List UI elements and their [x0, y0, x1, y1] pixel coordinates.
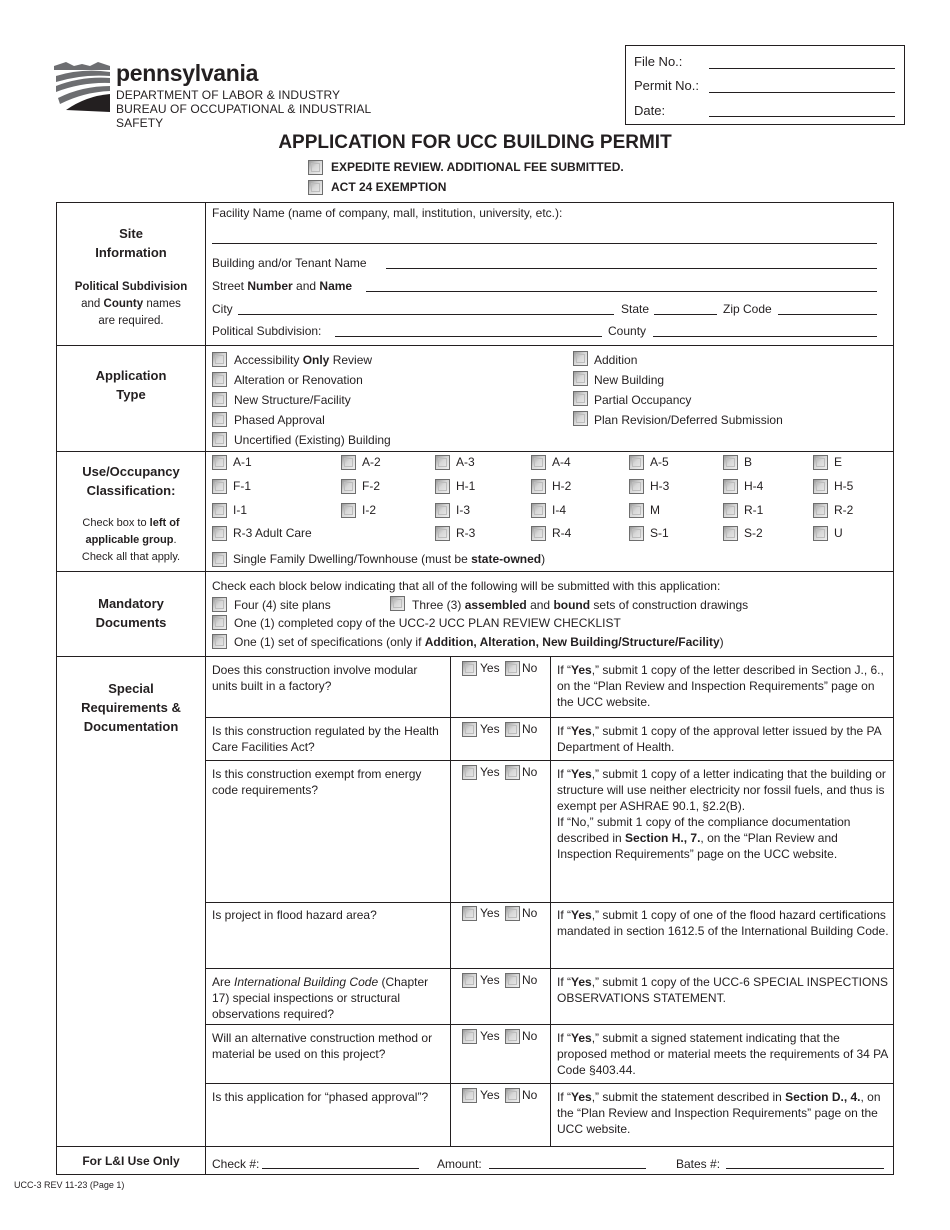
expedite-checkbox[interactable]: [308, 160, 323, 175]
bates-number-label: Bates #:: [676, 1157, 721, 1171]
occupancy-label: A-5: [650, 455, 669, 469]
plan-revision-label: Plan Revision/Deferred Submission: [594, 413, 783, 427]
state-label: State: [621, 302, 650, 316]
occupancy-checkbox[interactable]: [341, 479, 356, 494]
use-occupancy-note: Check box to left of applicable group. Check all that apply.: [81, 517, 181, 563]
yes-checkbox[interactable]: [462, 765, 477, 780]
specifications-label: One (1) set of specifications (only if Addition, Alteration, New Building/Structure/Facility): [234, 635, 724, 649]
occupancy-checkbox[interactable]: [435, 455, 450, 470]
health-care-question: Is this construction regulated by the Health Care Facilities Act?: [212, 724, 439, 754]
occupancy-label: S-1: [650, 526, 669, 540]
occupancy-checkbox[interactable]: [813, 526, 828, 541]
date-label: Date:: [634, 103, 666, 118]
occupancy-label: E: [834, 455, 843, 469]
occupancy-label: R-1: [744, 503, 764, 517]
yes-label: Yes: [480, 722, 500, 736]
phased-approval-instruction: If “Yes,” submit the statement described in Section D., 4., on the “Plan Review and Inspection Requirements” page on the UCC website.: [557, 1090, 881, 1136]
occupancy-label: F-2: [362, 479, 380, 493]
partial-occupancy-label: Partial Occupancy: [594, 393, 692, 407]
occupancy-label: S-2: [744, 526, 763, 540]
no-checkbox[interactable]: [505, 765, 520, 780]
new-structure-label: New Structure/Facility: [234, 393, 351, 407]
occupancy-checkbox[interactable]: [813, 455, 828, 470]
occupancy-checkbox[interactable]: [212, 526, 227, 541]
occupancy-label: H-3: [650, 479, 670, 493]
yes-label: Yes: [480, 765, 500, 779]
occupancy-label: A-4: [552, 455, 571, 469]
occupancy-checkbox[interactable]: [341, 503, 356, 518]
energy-code-instruction: If “Yes,” submit 1 copy of a letter indicating that the building or structure will use neither electricity nor fossil fuels, and thus is exempt per ASHRAE 90.1, §2.2(B). If “No,” submit 1 copy of the compliance documentation described in Section H., 7., on the “Plan Review and Inspection Requirements” page on the UCC website.: [557, 767, 886, 861]
amount-field[interactable]: [489, 1168, 646, 1169]
occupancy-checkbox[interactable]: [435, 503, 450, 518]
special-inspections-instruction: If “Yes,” submit 1 copy of the UCC-6 SPECIAL INSPECTIONS OBSERVATIONS STATEMENT.: [557, 975, 889, 1005]
single-family-label: Single Family Dwelling/Townhouse (must be state-owned): [233, 552, 546, 566]
modular-question: Does this construction involve modular units built in a factory?: [212, 663, 418, 693]
application-type-title: Application Type: [95, 368, 167, 402]
occupancy-checkbox[interactable]: [723, 479, 738, 494]
amount-label: Amount:: [437, 1157, 482, 1171]
occupancy-label: U: [834, 526, 843, 540]
specifications-checkbox[interactable]: [212, 634, 227, 649]
addition-checkbox[interactable]: [573, 351, 588, 366]
occupancy-checkbox[interactable]: [629, 479, 644, 494]
occupancy-label: H-5: [834, 479, 854, 493]
energy-code-question: Is this construction exempt from energy code requirements?: [212, 767, 422, 797]
building-name-field[interactable]: [386, 268, 877, 269]
section-divider: [56, 656, 894, 657]
occupancy-label: H-4: [744, 479, 764, 493]
section-divider: [56, 451, 894, 452]
uncertified-building-checkbox[interactable]: [212, 432, 227, 447]
occupancy-checkbox[interactable]: [531, 479, 546, 494]
checklist-label: One (1) completed copy of the UCC-2 UCC PLAN REVIEW CHECKLIST: [234, 616, 621, 630]
form-title: APPLICATION FOR UCC BUILDING PERMIT: [278, 132, 672, 153]
phased-approval-label: Phased Approval: [234, 413, 325, 427]
yes-label: Yes: [480, 973, 500, 987]
occupancy-label: R-3: [456, 526, 476, 540]
no-label: No: [522, 722, 538, 736]
occupancy-label: R-2: [834, 503, 854, 517]
partial-occupancy-checkbox[interactable]: [573, 391, 588, 406]
occupancy-checkbox[interactable]: [723, 455, 738, 470]
occupancy-label: I-1: [233, 503, 248, 517]
permit-no-field[interactable]: [709, 92, 895, 93]
new-building-checkbox[interactable]: [573, 371, 588, 386]
use-occupancy-title: Use/Occupancy Classification:: [82, 464, 180, 498]
occupancy-label: I-3: [456, 503, 471, 517]
street-label: Street Number and Name: [212, 279, 353, 293]
department-name: DEPARTMENT OF LABOR & INDUSTRY: [116, 88, 341, 102]
occupancy-label: A-3: [456, 455, 475, 469]
site-info-title: Site Information: [95, 226, 167, 260]
uncertified-building-label: Uncertified (Existing) Building: [234, 433, 391, 447]
row-divider: [205, 968, 894, 969]
act24-checkbox[interactable]: [308, 180, 323, 195]
drawings-checkbox[interactable]: [390, 596, 405, 611]
column-divider: [550, 656, 551, 1146]
check-number-field[interactable]: [262, 1168, 419, 1169]
yes-label: Yes: [480, 1029, 500, 1043]
check-number-label: Check #:: [212, 1157, 260, 1171]
occupancy-checkbox[interactable]: [435, 526, 450, 541]
accessibility-checkbox[interactable]: [212, 352, 227, 367]
occupancy-label: M: [650, 503, 660, 517]
occupancy-label: R-3 Adult Care: [233, 526, 312, 540]
permit-no-label: Permit No.:: [634, 78, 700, 93]
file-no-label: File No.:: [634, 54, 683, 69]
bates-number-field[interactable]: [726, 1168, 884, 1169]
facility-name-field[interactable]: [212, 243, 877, 244]
occupancy-label: A-1: [233, 455, 252, 469]
mandatory-docs-title: Mandatory Documents: [95, 596, 167, 630]
political-subdivision-label: Political Subdivision:: [212, 324, 322, 338]
date-field[interactable]: [709, 116, 895, 117]
phased-approval-checkbox[interactable]: [212, 412, 227, 427]
yes-checkbox[interactable]: [462, 722, 477, 737]
alteration-checkbox[interactable]: [212, 372, 227, 387]
occupancy-checkbox[interactable]: [813, 503, 828, 518]
accessibility-label: Accessibility Only Review: [234, 353, 373, 367]
occupancy-label: I-2: [362, 503, 377, 517]
alternative-method-question: Will an alternative construction method or material be used on this project?: [212, 1031, 433, 1061]
no-label: No: [522, 1029, 538, 1043]
yes-label: Yes: [480, 1088, 500, 1102]
no-label: No: [522, 765, 538, 779]
addition-label: Addition: [594, 353, 638, 367]
yes-checkbox[interactable]: [462, 906, 477, 921]
plan-revision-checkbox[interactable]: [573, 411, 588, 426]
drawings-label: Three (3) assembled and bound sets of construction drawings: [412, 598, 749, 612]
row-divider: [205, 717, 894, 718]
office-use-box: [625, 45, 905, 125]
mandatory-intro: Check each block below indicating that all of the following will be submitted with this application:: [212, 579, 721, 593]
occupancy-checkbox[interactable]: [531, 503, 546, 518]
occupancy-checkbox[interactable]: [531, 455, 546, 470]
yes-checkbox[interactable]: [462, 973, 477, 988]
street-field[interactable]: [366, 291, 877, 292]
column-divider: [450, 656, 451, 1146]
phased-approval-question: Is this application for “phased approval”?: [212, 1090, 429, 1104]
occupancy-checkbox[interactable]: [629, 526, 644, 541]
row-divider: [205, 1083, 894, 1084]
yes-checkbox[interactable]: [462, 1029, 477, 1044]
county-label: County: [608, 324, 647, 338]
occupancy-checkbox[interactable]: [341, 455, 356, 470]
special-requirements-title: Special Requirements & Documentation: [81, 681, 181, 734]
no-label: No: [522, 1088, 538, 1102]
section-divider: [56, 571, 894, 572]
pa-logo: [52, 58, 412, 130]
occupancy-checkbox[interactable]: [813, 479, 828, 494]
no-label: No: [522, 661, 538, 675]
bureau-name: BUREAU OF OCCUPATIONAL & INDUSTRIAL SAFETY: [116, 102, 371, 130]
modular-instruction: If “Yes,” submit 1 copy of the letter described in Section J., 6., on the “Plan Review and Inspection Requirements” page on the UCC website.: [557, 663, 884, 709]
occupancy-checkbox[interactable]: [212, 503, 227, 518]
occupancy-label: F-1: [233, 479, 251, 493]
single-family-checkbox[interactable]: [212, 552, 227, 567]
yes-label: Yes: [480, 906, 500, 920]
no-checkbox[interactable]: [505, 661, 520, 676]
building-name-label: Building and/or Tenant Name: [212, 256, 367, 270]
section-divider: [56, 345, 894, 346]
zip-field[interactable]: [778, 314, 877, 315]
occupancy-checkbox[interactable]: [435, 479, 450, 494]
occupancy-label: H-2: [552, 479, 572, 493]
no-label: No: [522, 973, 538, 987]
no-checkbox[interactable]: [505, 1029, 520, 1044]
no-checkbox[interactable]: [505, 1088, 520, 1103]
row-divider: [205, 760, 894, 761]
city-field[interactable]: [238, 314, 614, 315]
special-inspections-question: Are International Building Code (Chapter 17) special inspections or structural observations required?: [212, 975, 429, 1021]
alteration-label: Alteration or Renovation: [234, 373, 363, 387]
new-structure-checkbox[interactable]: [212, 392, 227, 407]
county-field[interactable]: [653, 336, 877, 337]
health-care-instruction: If “Yes,” submit 1 copy of the approval letter issued by the PA Department of Health.: [557, 724, 881, 754]
checklist-checkbox[interactable]: [212, 615, 227, 630]
political-subdivision-field[interactable]: [335, 336, 602, 337]
act24-label: ACT 24 EXEMPTION: [331, 180, 447, 194]
occupancy-label: R-4: [552, 526, 572, 540]
occupancy-label: B: [744, 455, 753, 469]
no-label: No: [522, 906, 538, 920]
keystone-logo-icon: [52, 58, 112, 118]
flood-hazard-question: Is project in flood hazard area?: [212, 908, 377, 922]
no-checkbox[interactable]: [505, 906, 520, 921]
section-divider: [56, 1146, 894, 1147]
occupancy-checkbox[interactable]: [212, 479, 227, 494]
yes-label: Yes: [480, 661, 500, 675]
site-plans-label: Four (4) site plans: [234, 598, 331, 612]
state-field[interactable]: [654, 314, 717, 315]
occupancy-checkbox[interactable]: [629, 455, 644, 470]
flood-hazard-instruction: If “Yes,” submit 1 copy of one of the flood hazard certifications mandated in section 1612.5 of the International Building Code.: [557, 908, 889, 938]
city-label: City: [212, 302, 233, 316]
occupancy-label: I-4: [552, 503, 567, 517]
site-plans-checkbox[interactable]: [212, 597, 227, 612]
zip-label: Zip Code: [723, 302, 772, 316]
form-code: UCC-3 REV 11-23 (Page 1): [14, 1180, 125, 1190]
expedite-label: EXPEDITE REVIEW. ADDITIONAL FEE SUBMITTED.: [331, 160, 624, 174]
file-no-field[interactable]: [709, 68, 895, 69]
no-checkbox[interactable]: [505, 973, 520, 988]
agency-name: pennsylvania: [116, 60, 259, 86]
row-divider: [205, 902, 894, 903]
row-divider: [205, 1024, 894, 1025]
new-building-label: New Building: [594, 373, 665, 387]
facility-name-label: Facility Name (name of company, mall, institution, university, etc.):: [212, 206, 563, 220]
occupancy-checkbox[interactable]: [212, 455, 227, 470]
occupancy-checkbox[interactable]: [723, 503, 738, 518]
yes-checkbox[interactable]: [462, 1088, 477, 1103]
occupancy-checkbox[interactable]: [629, 503, 644, 518]
site-info-note: Political Subdivision and County names are required.: [74, 281, 188, 327]
occupancy-label: H-1: [456, 479, 476, 493]
li-use-title: For L&I Use Only: [82, 1154, 180, 1168]
no-checkbox[interactable]: [505, 722, 520, 737]
occupancy-checkbox[interactable]: [723, 526, 738, 541]
alternative-method-instruction: If “Yes,” submit a signed statement indicating that the proposed method or material meets the requirements of 34 PA Code §403.44.: [557, 1031, 888, 1077]
occupancy-checkbox[interactable]: [531, 526, 546, 541]
occupancy-label: A-2: [362, 455, 381, 469]
yes-checkbox[interactable]: [462, 661, 477, 676]
